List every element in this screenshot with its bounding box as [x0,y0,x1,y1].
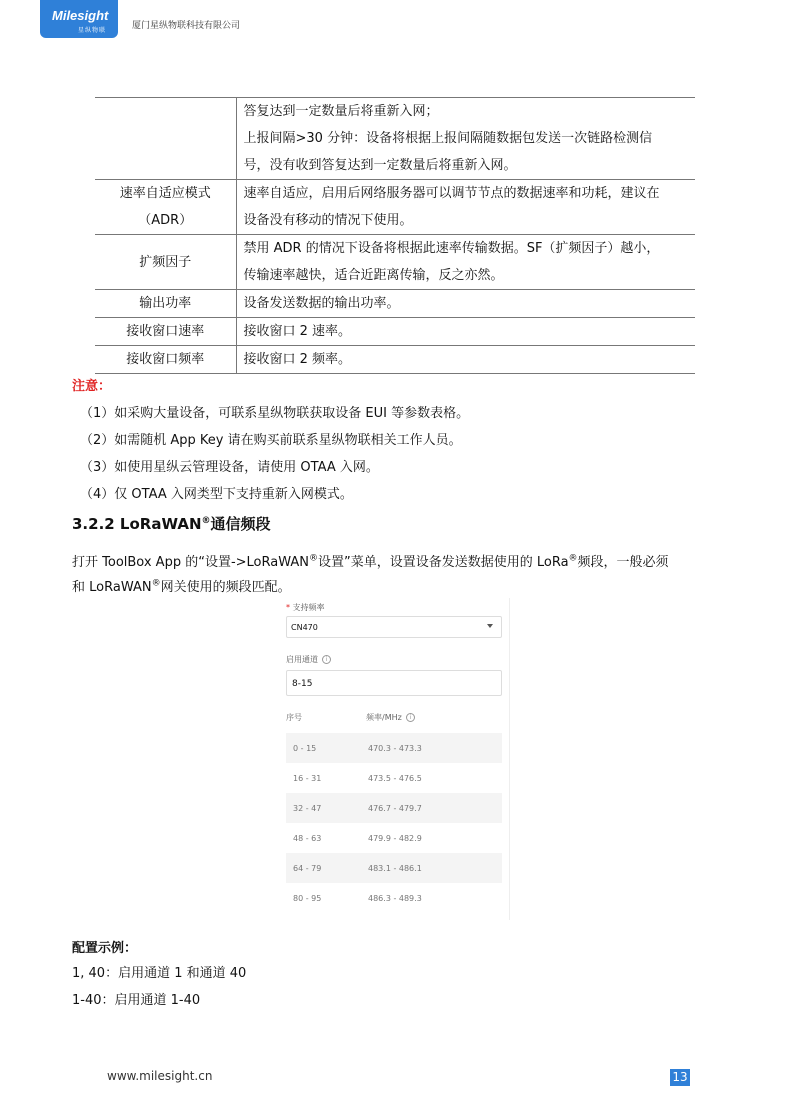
param-desc: 速率自适应，启用后网络服务器可以调节节点的数据速率和功耗，建议在 设备没有移动的情况下使用。 [236,180,695,235]
page-number: 13 [670,1069,690,1086]
frequency-row: 32 - 47 476.7 - 479.7 [286,793,502,823]
frequency-row: 16 - 31 473.5 - 476.5 [293,774,422,783]
footer-url[interactable]: www.milesight.cn [107,1069,213,1083]
logo [40,0,118,38]
param-desc: 接收窗口 2 速率。 [236,318,695,346]
param-name: 速率自适应模式 （ADR） [95,180,236,235]
table-row [95,235,695,290]
frequency-row: 80 - 95 486.3 - 489.3 [293,894,422,903]
table-row [95,98,695,180]
channel-input[interactable]: 8-15 [286,670,502,696]
parameter-table [95,97,695,374]
paragraph-line: 打开 ToolBox App 的“设置->LoRaWAN®设置”菜单，设置设备发送数据使用的 LoRa®频段，一般必须 [72,553,669,570]
table-row [95,318,695,346]
param-desc: 接收窗口 2 频率。 [236,346,695,374]
frequency-select[interactable]: CN470 [286,616,502,638]
param-name: 接收窗口速率 [95,318,236,346]
table-row [95,346,695,374]
param-name: 输出功率 [95,290,236,318]
param-desc: 答复达到一定数量后将重新入网； 上报间隔>30 分钟：设备将根据上报间隔随数据包发送一次链路检测信 号，没有收到答复达到一定数量后将重新入网。 [236,98,695,180]
example-title: 配置示例： [72,941,138,956]
example-line: 1, 40：启用通道 1 和通道 40 [72,966,247,981]
logo-text: Milesight [52,8,109,23]
section-heading: 3.2.2 LoRaWAN®通信频段 [72,515,271,533]
param-name: 接收窗口频率 [95,346,236,374]
param-name [95,98,236,180]
table-row [95,290,695,318]
app-screenshot [280,598,510,920]
frequency-row: 48 - 63 479.9 - 482.9 [293,834,422,843]
frequency-label: * 支持频率 [286,603,325,612]
col-header-index: 序号 [286,713,302,722]
frequency-row: 0 - 15 470.3 - 473.3 [286,733,502,763]
note-item: （2）如需随机 App Key 请在购买前联系星纵物联相关工作人员。 [80,433,462,448]
table-row [95,180,695,235]
channel-label: 启用通道 i [286,654,331,665]
param-desc: 禁用 ADR 的情况下设备将根据此速率传输数据。SF（扩频因子）越小， 传输速率越快，适合近距离传输，反之亦然。 [236,235,695,290]
note-item: （1）如采购大量设备，可联系星纵物联获取设备 EUI 等参数表格。 [80,406,470,421]
note-item: （3）如使用星纵云管理设备，请使用 OTAA 入网。 [80,460,379,475]
company-name: 厦门星纵物联科技有限公司 [132,21,241,31]
paragraph-line: 和 LoRaWAN®网关使用的频段匹配。 [72,578,291,595]
info-icon[interactable]: i [406,713,415,722]
param-desc: 设备发送数据的输出功率。 [236,290,695,318]
logo-subtext: 星纵物联 [78,27,107,34]
info-icon[interactable]: i [322,655,331,664]
note-item: （4）仅 OTAA 入网类型下支持重新入网模式。 [80,487,353,502]
frequency-row: 64 - 79 483.1 - 486.1 [286,853,502,883]
param-name: 扩频因子 [95,235,236,290]
example-line: 1-40：启用通道 1-40 [72,993,201,1008]
col-header-frequency: 频率/MHz i [366,712,415,723]
note-title: 注意： [72,379,112,394]
chevron-down-icon [487,624,493,628]
